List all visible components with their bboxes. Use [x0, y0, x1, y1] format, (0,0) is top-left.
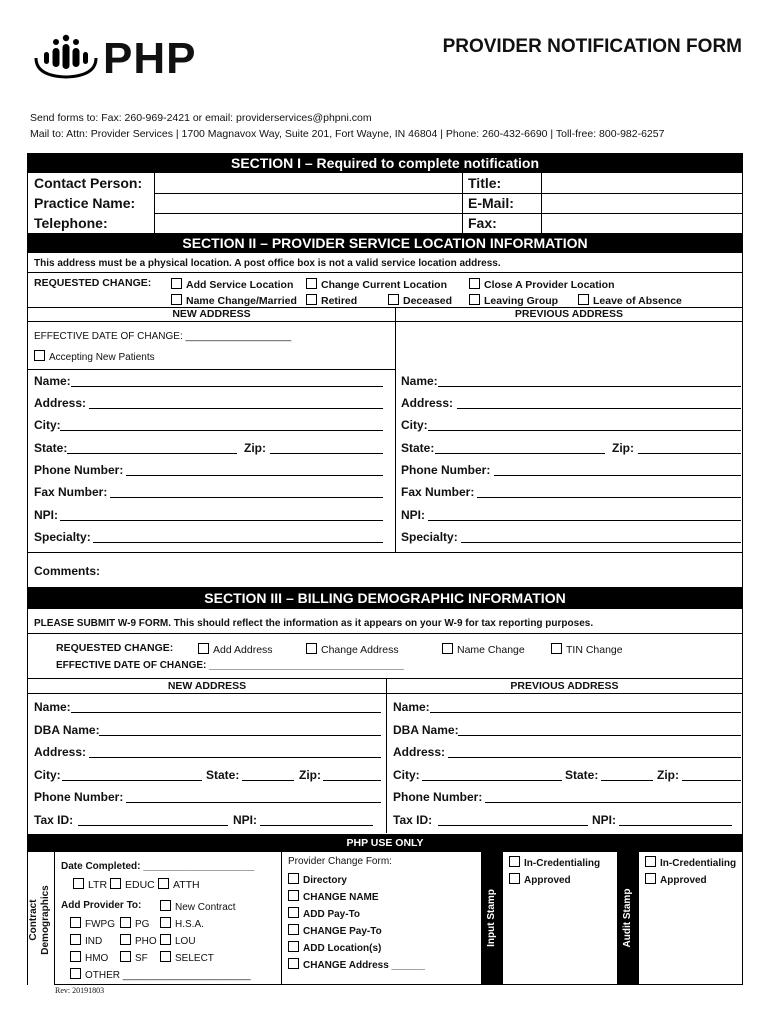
s3-previous-address-header: PREVIOUS ADDRESS: [510, 680, 619, 692]
input-stamp-area[interactable]: [505, 890, 615, 982]
s3-prev-state-field[interactable]: [601, 780, 653, 781]
s3-new-city-label: City:: [34, 768, 61, 782]
retired-checkbox[interactable]: Retired: [306, 294, 357, 307]
s2-prev-state-label: State:: [401, 441, 435, 455]
input-approved-checkbox[interactable]: Approved: [509, 873, 571, 886]
hsa-checkbox[interactable]: H.S.A.: [160, 917, 204, 930]
s3-new-zip-label: Zip:: [299, 768, 321, 782]
s3-new-city-field[interactable]: [62, 780, 202, 781]
telephone-label: Telephone:: [34, 215, 108, 231]
section1-header: SECTION I – Required to complete notification: [28, 153, 742, 173]
leaving-group-checkbox[interactable]: Leaving Group: [469, 294, 558, 307]
s3-new-name-field[interactable]: [71, 712, 381, 713]
change-address-checkbox[interactable]: CHANGE Address ______: [288, 958, 425, 971]
s2-prev-name-label: Name:: [401, 374, 438, 388]
s3-prev-name-label: Name:: [393, 700, 430, 714]
contract-demographics-label: Contract Demographics: [28, 885, 51, 955]
s2-prev-city-label: City:: [401, 418, 428, 432]
s2-new-phone-label: Phone Number:: [34, 463, 124, 477]
s3-prev-city-field[interactable]: [422, 780, 562, 781]
s3-add-address-checkbox[interactable]: Add Address: [198, 643, 273, 656]
audit-stamp-area[interactable]: [641, 890, 741, 982]
section3-note: PLEASE SUBMIT W-9 FORM. This should reflect the information as it appears on your W-9 for tax reporting purposes.: [34, 618, 594, 629]
s3-prev-state-label: State:: [565, 768, 599, 782]
change-name-checkbox[interactable]: CHANGE NAME: [288, 890, 379, 903]
comments-field[interactable]: [100, 556, 740, 584]
select-checkbox[interactable]: SELECT: [160, 951, 214, 964]
s2-effective-date[interactable]: EFFECTIVE DATE OF CHANGE: ___________________: [34, 331, 292, 342]
send-forms-line: Send forms to: Fax: 260-969-2421 or email: providerservices@phpni.com: [30, 112, 372, 124]
s3-prev-address-field[interactable]: [448, 757, 741, 758]
ltr-checkbox[interactable]: LTR: [73, 878, 107, 891]
s2-prev-fax-label: Fax Number:: [401, 485, 475, 499]
s3-new-npi-field[interactable]: [260, 825, 373, 826]
s2-new-address-header: NEW ADDRESS: [172, 308, 251, 320]
form-title: PROVIDER NOTIFICATION FORM: [442, 36, 742, 57]
add-provider-to-label: Add Provider To:: [61, 900, 142, 911]
mail-to-line: Mail to: Attn: Provider Services | 1700 Magnavox Way, Suite 201, Fort Wayne, IN 46804 | Phone: 260-432-6690 | Toll-free: 800-982-6257: [30, 128, 665, 140]
other-checkbox[interactable]: OTHER _______________________: [70, 968, 251, 981]
lou-checkbox[interactable]: LOU: [160, 934, 196, 947]
ind-checkbox[interactable]: IND: [70, 934, 102, 947]
s2-new-address-field[interactable]: [89, 408, 383, 409]
pho-checkbox[interactable]: PHO: [120, 934, 157, 947]
title-field[interactable]: [542, 174, 741, 192]
fwpg-checkbox[interactable]: FWPG: [70, 917, 115, 930]
s2-new-fax-label: Fax Number:: [34, 485, 108, 499]
s3-new-address-header: NEW ADDRESS: [167, 680, 247, 692]
add-locations-checkbox[interactable]: ADD Location(s): [288, 941, 381, 954]
title-label: Title:: [468, 175, 502, 191]
comments-label: Comments:: [34, 564, 101, 578]
s3-prev-zip-field[interactable]: [682, 780, 741, 781]
provider-change-form-label: Provider Change Form:: [288, 856, 392, 867]
new-contract-checkbox[interactable]: New Contract: [160, 900, 236, 913]
s3-new-state-field[interactable]: [242, 780, 294, 781]
s2-new-address-label: Address:: [34, 396, 87, 410]
s2-new-city-label: City:: [34, 418, 61, 432]
section2-header: SECTION II – PROVIDER SERVICE LOCATION INFORMATION: [28, 233, 742, 253]
fax-label: Fax:: [468, 215, 497, 231]
telephone-field[interactable]: [155, 214, 461, 232]
email-field[interactable]: [542, 194, 741, 212]
change-current-location-checkbox[interactable]: Change Current Location: [306, 278, 447, 291]
s2-prev-city-field[interactable]: [428, 430, 741, 431]
s2-prev-zip-field[interactable]: [638, 453, 741, 454]
add-service-location-checkbox[interactable]: Add Service Location: [171, 278, 293, 291]
s3-new-address-label: Address:: [34, 745, 87, 759]
s2-new-zip-field[interactable]: [270, 453, 383, 454]
section2-note: This address must be a physical location. A post office box is not a valid service location address.: [34, 258, 501, 269]
hmo-checkbox[interactable]: HMO: [70, 951, 108, 964]
fax-field[interactable]: [542, 214, 741, 232]
s3-new-phone-label: Phone Number:: [34, 790, 124, 804]
s3-name-change-checkbox[interactable]: Name Change: [442, 643, 525, 656]
section3-header: SECTION III – BILLING DEMOGRAPHIC INFORMATION: [28, 587, 742, 609]
audit-approved-checkbox[interactable]: Approved: [645, 873, 707, 886]
s3-prev-npi-label: NPI:: [592, 813, 616, 827]
s2-new-npi-field[interactable]: [60, 520, 383, 521]
accepting-new-patients-checkbox[interactable]: Accepting New Patients: [34, 350, 155, 363]
s2-new-state-label: State:: [34, 441, 68, 455]
s3-new-npi-label: NPI:: [233, 813, 257, 827]
date-completed-field[interactable]: Date Completed: ____________________: [61, 861, 255, 872]
s3-new-state-label: State:: [206, 768, 240, 782]
s2-prev-address-label: Address:: [401, 396, 454, 410]
s3-new-zip-field[interactable]: [323, 780, 381, 781]
s3-prev-dba-field[interactable]: [458, 735, 741, 736]
s3-change-address-checkbox[interactable]: Change Address: [306, 643, 399, 656]
s3-tin-change-checkbox[interactable]: TIN Change: [551, 643, 623, 656]
s2-new-npi-label: NPI:: [34, 508, 58, 522]
php-use-only-header: PHP USE ONLY: [28, 834, 742, 852]
s2-new-city-field[interactable]: [60, 430, 383, 431]
name-change-married-checkbox[interactable]: Name Change/Married: [171, 294, 297, 307]
s2-new-name-field[interactable]: [71, 386, 383, 387]
s3-new-taxid-field[interactable]: [78, 825, 228, 826]
audit-stamp-label: Audit Stamp: [622, 888, 633, 948]
leave-of-absence-checkbox[interactable]: Leave of Absence: [578, 294, 682, 307]
directory-checkbox[interactable]: Directory: [288, 873, 347, 886]
s3-new-address-field[interactable]: [89, 757, 381, 758]
s2-new-name-label: Name:: [34, 374, 71, 388]
s2-prev-fax-field[interactable]: [477, 497, 741, 498]
s3-prev-dba-label: DBA Name:: [393, 723, 459, 737]
s3-prev-npi-field[interactable]: [619, 825, 732, 826]
input-in-credentialing-checkbox[interactable]: In-Credentialing: [509, 856, 600, 869]
deceased-checkbox[interactable]: Deceased: [388, 294, 452, 307]
atth-checkbox[interactable]: ATTH: [158, 878, 200, 891]
s3-prev-taxid-label: Tax ID:: [393, 813, 433, 827]
s3-prev-city-label: City:: [393, 768, 420, 782]
s3-prev-taxid-field[interactable]: [438, 825, 588, 826]
s3-new-dba-label: DBA Name:: [34, 723, 100, 737]
close-provider-location-checkbox[interactable]: Close A Provider Location: [469, 278, 615, 291]
s2-new-state-field[interactable]: [67, 453, 237, 454]
s3-new-phone-field[interactable]: [126, 802, 381, 803]
change-payto-checkbox[interactable]: CHANGE Pay-To: [288, 924, 382, 937]
s2-prev-npi-field[interactable]: [428, 520, 741, 521]
s2-new-phone-field[interactable]: [126, 475, 383, 476]
s3-effective-date[interactable]: EFFECTIVE DATE OF CHANGE: ___________________________________: [56, 660, 404, 671]
php-logo: [33, 32, 198, 82]
s2-prev-address-field[interactable]: [457, 408, 741, 409]
s3-prev-phone-field[interactable]: [485, 802, 741, 803]
educ-checkbox[interactable]: EDUC: [110, 878, 155, 891]
contact-person-label: Contact Person:: [34, 175, 143, 191]
s3-prev-zip-label: Zip:: [657, 768, 679, 782]
s3-prev-phone-label: Phone Number:: [393, 790, 483, 804]
s3-new-name-label: Name:: [34, 700, 71, 714]
s2-previous-address-header: PREVIOUS ADDRESS: [514, 308, 624, 320]
s2-new-zip-label: Zip:: [244, 441, 266, 455]
s2-prev-phone-field[interactable]: [494, 475, 741, 476]
pg-checkbox[interactable]: PG: [120, 917, 149, 930]
s2-new-specialty-field[interactable]: [93, 542, 383, 543]
add-payto-checkbox[interactable]: ADD Pay-To: [288, 907, 360, 920]
logo-text: PHP: [103, 34, 197, 83]
php-people-icon: [33, 32, 99, 82]
s3-requested-change-label: REQUESTED CHANGE:: [56, 642, 174, 654]
s3-new-taxid-label: Tax ID:: [34, 813, 74, 827]
s2-prev-name-field[interactable]: [438, 386, 741, 387]
practice-name-field[interactable]: [155, 194, 461, 212]
input-stamp-label: Input Stamp: [486, 889, 497, 947]
email-label: E-Mail:: [468, 195, 514, 211]
contact-person-field[interactable]: [155, 174, 461, 192]
audit-in-credentialing-checkbox[interactable]: In-Credentialing: [645, 856, 736, 869]
revision-text: Rev: 20191803: [55, 986, 105, 995]
s2-prev-npi-label: NPI:: [401, 508, 425, 522]
s2-prev-state-field[interactable]: [435, 453, 605, 454]
s2-new-fax-field[interactable]: [110, 497, 383, 498]
s3-prev-name-field[interactable]: [430, 712, 741, 713]
s2-prev-zip-label: Zip:: [612, 441, 634, 455]
practice-name-label: Practice Name:: [34, 195, 136, 211]
s2-prev-specialty-label: Specialty:: [401, 530, 458, 544]
s3-new-dba-field[interactable]: [99, 735, 381, 736]
s3-prev-address-label: Address:: [393, 745, 446, 759]
s2-prev-specialty-field[interactable]: [461, 542, 741, 543]
sf-checkbox[interactable]: SF: [120, 951, 148, 964]
s2-new-specialty-label: Specialty:: [34, 530, 91, 544]
s2-requested-change-label: REQUESTED CHANGE:: [34, 277, 152, 289]
s2-prev-phone-label: Phone Number:: [401, 463, 491, 477]
